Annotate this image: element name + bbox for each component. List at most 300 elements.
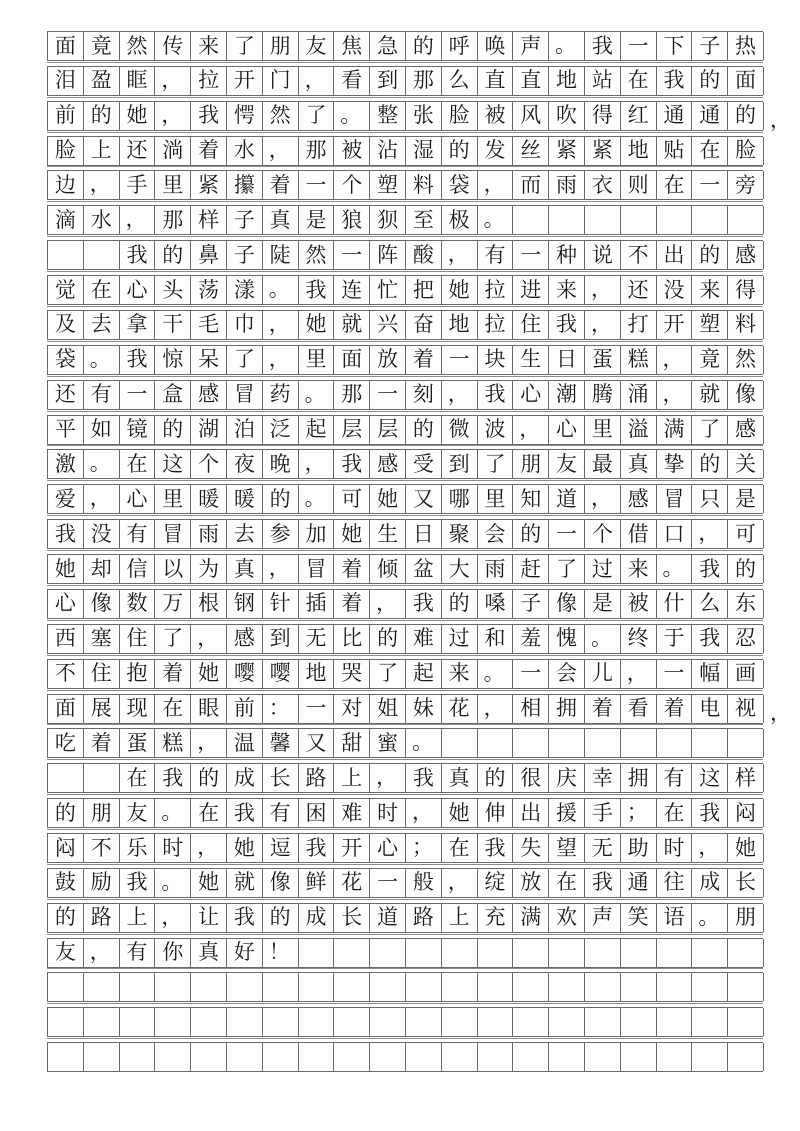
grid-cell: 及 [48, 311, 84, 339]
grid-cell: 感 [728, 241, 764, 269]
grid-cell: ， [585, 276, 621, 304]
grid-cell: 一 [370, 381, 406, 409]
grid-cell: 脸 [48, 137, 84, 165]
grid-cell: 可 [728, 520, 764, 548]
grid-cell [263, 973, 299, 1001]
grid-cell: 我 [120, 241, 156, 269]
grid-cell: 衣 [585, 171, 621, 199]
grid-cell: 了 [478, 450, 514, 478]
margin-punctuation: ， [770, 107, 791, 132]
grid-cell: 她 [191, 660, 227, 688]
grid-cell: 却 [84, 555, 120, 583]
grid-cell: ， [263, 346, 299, 374]
grid-cell: ， [120, 206, 156, 234]
grid-cell: 她 [334, 520, 370, 548]
grid-cell: 就 [227, 869, 263, 897]
grid-cell: 我 [299, 834, 335, 862]
grid-cell: 到 [442, 450, 478, 478]
grid-cell [334, 939, 370, 967]
grid-cell: 而 [513, 171, 549, 199]
grid-cell [406, 1008, 442, 1036]
grid-cell: 我 [549, 311, 585, 339]
grid-cell: ， [299, 67, 335, 95]
grid-cell: 地 [621, 137, 657, 165]
grid-cell [621, 973, 657, 1001]
grid-cell: 在 [549, 869, 585, 897]
grid-cell: 阵 [370, 241, 406, 269]
grid-cell: 像 [84, 590, 120, 618]
grid-cell: 着 [585, 695, 621, 723]
grid-cell: 心 [48, 590, 84, 618]
grid-cell: 拉 [191, 67, 227, 95]
grid-cell: 手 [585, 799, 621, 827]
grid-cell: 然 [120, 32, 156, 60]
grid-cell: 进 [513, 276, 549, 304]
grid-row [47, 624, 763, 654]
grid-cell: 朋 [513, 450, 549, 478]
grid-cell: 蜜 [370, 729, 406, 757]
grid-cell [657, 1008, 693, 1036]
grid-cell [478, 729, 514, 757]
grid-cell: 她 [227, 834, 263, 862]
grid-row [47, 449, 763, 479]
grid-cell [120, 1008, 156, 1036]
grid-cell: 友 [299, 32, 335, 60]
grid-cell: 手 [120, 171, 156, 199]
grid-cell [120, 1043, 156, 1071]
grid-cell: 抱 [120, 660, 156, 688]
grid-cell: 被 [334, 137, 370, 165]
grid-cell [585, 973, 621, 1001]
grid-cell: 料 [728, 311, 764, 339]
grid-cell: 块 [478, 346, 514, 374]
grid-cell: 来 [621, 555, 657, 583]
grid-cell: 有 [84, 381, 120, 409]
grid-cell: 声 [513, 32, 549, 60]
grid-cell: 晚 [263, 450, 299, 478]
grid-cell: ， [478, 695, 514, 723]
grid-cell: 朋 [84, 799, 120, 827]
grid-cell: 会 [478, 520, 514, 548]
grid-cell: 感 [621, 485, 657, 513]
grid-cell: 又 [299, 729, 335, 757]
grid-cell [585, 1008, 621, 1036]
grid-cell: 聚 [442, 520, 478, 548]
grid-cell: ， [370, 590, 406, 618]
grid-cell: 。 [692, 904, 728, 932]
grid-cell: 前 [227, 695, 263, 723]
grid-cell: 朋 [728, 904, 764, 932]
grid-cell: 塑 [692, 311, 728, 339]
grid-row [47, 728, 763, 758]
grid-cell: 得 [728, 276, 764, 304]
grid-cell: 我 [692, 555, 728, 583]
grid-cell [692, 939, 728, 967]
grid-cell: 终 [621, 625, 657, 653]
grid-cell: 受 [406, 450, 442, 478]
grid-cell: 红 [621, 102, 657, 130]
grid-cell: 。 [478, 660, 514, 688]
grid-cell: ， [263, 311, 299, 339]
grid-cell: 面 [728, 67, 764, 95]
grid-cell [657, 939, 693, 967]
grid-cell: 幸 [585, 764, 621, 792]
grid-cell: ， [442, 241, 478, 269]
grid-cell: ！ [263, 939, 299, 967]
grid-cell: 友 [48, 939, 84, 967]
grid-cell: 一 [442, 346, 478, 374]
grid-cell: 我 [406, 590, 442, 618]
grid-cell: 成 [227, 764, 263, 792]
grid-cell: 。 [299, 485, 335, 513]
grid-cell: 了 [299, 102, 335, 130]
grid-cell: ， [585, 311, 621, 339]
grid-cell: 有 [120, 520, 156, 548]
grid-cell: 长 [334, 904, 370, 932]
grid-cell: 到 [370, 67, 406, 95]
grid-cell: 借 [621, 520, 657, 548]
grid-row [47, 1042, 763, 1072]
grid-cell: 花 [334, 869, 370, 897]
grid-cell: ， [263, 137, 299, 165]
grid-cell [621, 939, 657, 967]
grid-cell: 里 [155, 171, 191, 199]
grid-cell: 哭 [334, 660, 370, 688]
grid-cell: 有 [657, 764, 693, 792]
grid-cell [549, 729, 585, 757]
grid-cell: 的 [442, 590, 478, 618]
grid-cell: 的 [406, 32, 442, 60]
grid-row [47, 554, 763, 584]
grid-cell: 的 [728, 555, 764, 583]
grid-cell [191, 973, 227, 1001]
grid-cell: 加 [299, 520, 335, 548]
grid-cell: 塑 [370, 171, 406, 199]
grid-cell: 。 [478, 206, 514, 234]
grid-row [47, 833, 763, 863]
grid-cell [692, 729, 728, 757]
grid-cell: 拉 [478, 311, 514, 339]
grid-cell: 我 [334, 450, 370, 478]
grid-cell [334, 973, 370, 1001]
grid-cell: 张 [406, 102, 442, 130]
grid-cell: 种 [549, 241, 585, 269]
grid-row [47, 972, 763, 1002]
grid-cell: 袋 [48, 346, 84, 374]
grid-cell [48, 1008, 84, 1036]
grid-cell: 看 [334, 67, 370, 95]
grid-cell: 心 [513, 381, 549, 409]
grid-cell: 边 [48, 171, 84, 199]
grid-cell: ； [621, 799, 657, 827]
grid-cell: 就 [334, 311, 370, 339]
grid-cell: 她 [728, 834, 764, 862]
grid-cell: 乐 [120, 834, 156, 862]
grid-cell: 友 [549, 450, 585, 478]
grid-cell: ， [585, 485, 621, 513]
grid-cell: 甜 [334, 729, 370, 757]
grid-cell: 鲜 [299, 869, 335, 897]
grid-cell: 心 [120, 485, 156, 513]
grid-cell: 被 [621, 590, 657, 618]
grid-cell: 一 [370, 869, 406, 897]
grid-cell: 面 [334, 346, 370, 374]
grid-cell: 闷 [48, 834, 84, 862]
grid-cell: 笑 [621, 904, 657, 932]
grid-cell: 拥 [549, 695, 585, 723]
grid-cell: 拥 [621, 764, 657, 792]
grid-cell: 盈 [84, 67, 120, 95]
grid-cell [657, 729, 693, 757]
grid-row [47, 415, 763, 445]
grid-cell: 很 [513, 764, 549, 792]
grid-cell: 水 [227, 137, 263, 165]
grid-cell [442, 729, 478, 757]
grid-cell [442, 973, 478, 1001]
grid-cell: 真 [263, 206, 299, 234]
grid-cell: 的 [370, 625, 406, 653]
grid-cell: 地 [549, 67, 585, 95]
grid-cell: 儿 [585, 660, 621, 688]
grid-cell: 旁 [728, 171, 764, 199]
margin-punctuation: ， [770, 700, 791, 725]
grid-cell: 东 [728, 590, 764, 618]
grid-cell: 会 [549, 660, 585, 688]
grid-cell: ， [155, 67, 191, 95]
grid-cell [585, 206, 621, 234]
grid-cell [120, 973, 156, 1001]
grid-cell: 竟 [84, 32, 120, 60]
grid-cell: 的 [263, 485, 299, 513]
grid-row [47, 868, 763, 898]
grid-cell: 通 [692, 102, 728, 130]
grid-cell: 然 [263, 102, 299, 130]
grid-cell: 。 [263, 276, 299, 304]
grid-cell: 开 [657, 311, 693, 339]
grid-cell: 道 [549, 485, 585, 513]
grid-cell: ， [84, 939, 120, 967]
grid-cell [478, 973, 514, 1001]
grid-cell: 吹 [549, 102, 585, 130]
grid-cell [728, 206, 764, 234]
grid-cell: 极 [442, 206, 478, 234]
grid-cell: ， [299, 450, 335, 478]
grid-cell: 紧 [585, 137, 621, 165]
grid-cell: 西 [48, 625, 84, 653]
grid-cell: 在 [191, 799, 227, 827]
grid-cell: 我 [227, 904, 263, 932]
grid-cell: ， [657, 381, 693, 409]
grid-cell: 吃 [48, 729, 84, 757]
grid-cell: 感 [728, 416, 764, 444]
grid-cell: 不 [621, 241, 657, 269]
grid-cell: 攥 [227, 171, 263, 199]
grid-cell: 到 [263, 625, 299, 653]
grid-cell [227, 973, 263, 1001]
grid-cell: 充 [478, 904, 514, 932]
grid-cell: 上 [442, 904, 478, 932]
grid-cell: 的 [406, 416, 442, 444]
grid-cell: 路 [406, 904, 442, 932]
grid-cell: ， [478, 171, 514, 199]
grid-cell: 相 [513, 695, 549, 723]
grid-cell: 起 [299, 416, 335, 444]
grid-cell: ， [84, 171, 120, 199]
grid-cell: 里 [299, 346, 335, 374]
grid-cell: 着 [155, 660, 191, 688]
grid-cell: 鼻 [191, 241, 227, 269]
grid-cell: 口 [657, 520, 693, 548]
grid-cell [334, 1008, 370, 1036]
grid-cell: 下 [657, 32, 693, 60]
grid-cell: 。 [299, 381, 335, 409]
grid-cell [334, 1043, 370, 1071]
grid-cell: 么 [692, 590, 728, 618]
grid-cell: 一 [299, 695, 335, 723]
grid-cell: 展 [84, 695, 120, 723]
grid-cell: 漾 [227, 276, 263, 304]
grid-cell: 然 [299, 241, 335, 269]
grid-cell: 又 [406, 485, 442, 513]
grid-cell [549, 1008, 585, 1036]
grid-cell: 庆 [549, 764, 585, 792]
grid-cell: 我 [585, 869, 621, 897]
grid-cell: 一 [621, 32, 657, 60]
grid-cell: 有 [120, 939, 156, 967]
grid-cell: 盆 [406, 555, 442, 583]
grid-cell: 盒 [155, 381, 191, 409]
grid-cell: 来 [692, 276, 728, 304]
grid-cell: 那 [334, 381, 370, 409]
grid-cell: 以 [155, 555, 191, 583]
grid-cell: 里 [155, 485, 191, 513]
grid-cell: 在 [657, 799, 693, 827]
grid-cell [513, 1043, 549, 1071]
grid-row [47, 136, 763, 166]
grid-cell: 着 [406, 346, 442, 374]
grid-cell [84, 1008, 120, 1036]
grid-cell: 陡 [263, 241, 299, 269]
grid-cell: 。 [334, 102, 370, 130]
grid-cell: 成 [299, 904, 335, 932]
grid-cell: 我 [120, 869, 156, 897]
grid-cell: 狼 [334, 206, 370, 234]
grid-cell: 了 [227, 346, 263, 374]
grid-cell: 风 [513, 102, 549, 130]
grid-cell: 温 [227, 729, 263, 757]
grid-cell: 料 [406, 171, 442, 199]
grid-cell [621, 1008, 657, 1036]
grid-cell: 无 [585, 834, 621, 862]
grid-cell: 通 [621, 869, 657, 897]
grid-cell: ， [191, 729, 227, 757]
grid-cell [728, 1043, 764, 1071]
grid-cell [370, 1043, 406, 1071]
grid-cell: 热 [728, 32, 764, 60]
grid-cell: 在 [155, 695, 191, 723]
grid-cell [621, 729, 657, 757]
grid-cell: 了 [370, 660, 406, 688]
grid-cell: 门 [263, 67, 299, 95]
grid-cell: 的 [692, 241, 728, 269]
grid-cell: ， [84, 485, 120, 513]
grid-cell: 感 [370, 450, 406, 478]
grid-cell: 时 [155, 834, 191, 862]
grid-cell [585, 1043, 621, 1071]
grid-cell: 层 [334, 416, 370, 444]
grid-cell: 紧 [191, 171, 227, 199]
grid-cell: 涌 [621, 381, 657, 409]
grid-cell: 愧 [549, 625, 585, 653]
grid-cell: 一 [334, 241, 370, 269]
grid-cell: 泪 [48, 67, 84, 95]
grid-cell: 雨 [549, 171, 585, 199]
grid-cell: 急 [370, 32, 406, 60]
grid-cell: 滴 [48, 206, 84, 234]
grid-cell: ； [406, 834, 442, 862]
grid-cell: 于 [657, 625, 693, 653]
grid-cell: 站 [585, 67, 621, 95]
grid-cell: ， [263, 555, 299, 583]
grid-cell: 上 [84, 137, 120, 165]
grid-cell: 幅 [692, 660, 728, 688]
grid-cell [513, 973, 549, 1001]
grid-cell [728, 1008, 764, 1036]
grid-cell: 脸 [442, 102, 478, 130]
grid-cell: 则 [621, 171, 657, 199]
grid-cell [513, 939, 549, 967]
grid-cell: 我 [692, 625, 728, 653]
grid-row [47, 798, 763, 828]
grid-cell: 。 [549, 32, 585, 60]
grid-cell: 开 [334, 834, 370, 862]
grid-cell: 生 [370, 520, 406, 548]
grid-cell: 那 [155, 206, 191, 234]
grid-cell: 的 [48, 904, 84, 932]
grid-cell: 她 [299, 311, 335, 339]
grid-cell [549, 1043, 585, 1071]
grid-cell: 。 [155, 799, 191, 827]
grid-cell: 妹 [406, 695, 442, 723]
grid-cell: 视 [728, 695, 764, 723]
grid-cell: 冒 [227, 381, 263, 409]
grid-cell: 朋 [263, 32, 299, 60]
grid-cell: ， [621, 660, 657, 688]
grid-cell: 你 [155, 939, 191, 967]
grid-cell: 像 [549, 590, 585, 618]
grid-cell: 爱 [48, 485, 84, 513]
grid-cell: 在 [442, 834, 478, 862]
grid-row [47, 170, 763, 200]
grid-cell [48, 1043, 84, 1071]
grid-cell: 淌 [155, 137, 191, 165]
grid-cell: 姐 [370, 695, 406, 723]
grid-row [47, 589, 763, 619]
grid-cell: 个 [585, 520, 621, 548]
grid-cell: 样 [191, 206, 227, 234]
grid-cell: 在 [692, 137, 728, 165]
grid-cell: ， [155, 904, 191, 932]
grid-cell: 贴 [657, 137, 693, 165]
grid-cell: 电 [692, 695, 728, 723]
grid-cell: 援 [549, 799, 585, 827]
grid-cell: 一 [120, 381, 156, 409]
grid-cell: 是 [299, 206, 335, 234]
grid-cell: 只 [692, 485, 728, 513]
grid-cell: 子 [227, 206, 263, 234]
grid-cell: 眶 [120, 67, 156, 95]
grid-cell: 着 [84, 729, 120, 757]
